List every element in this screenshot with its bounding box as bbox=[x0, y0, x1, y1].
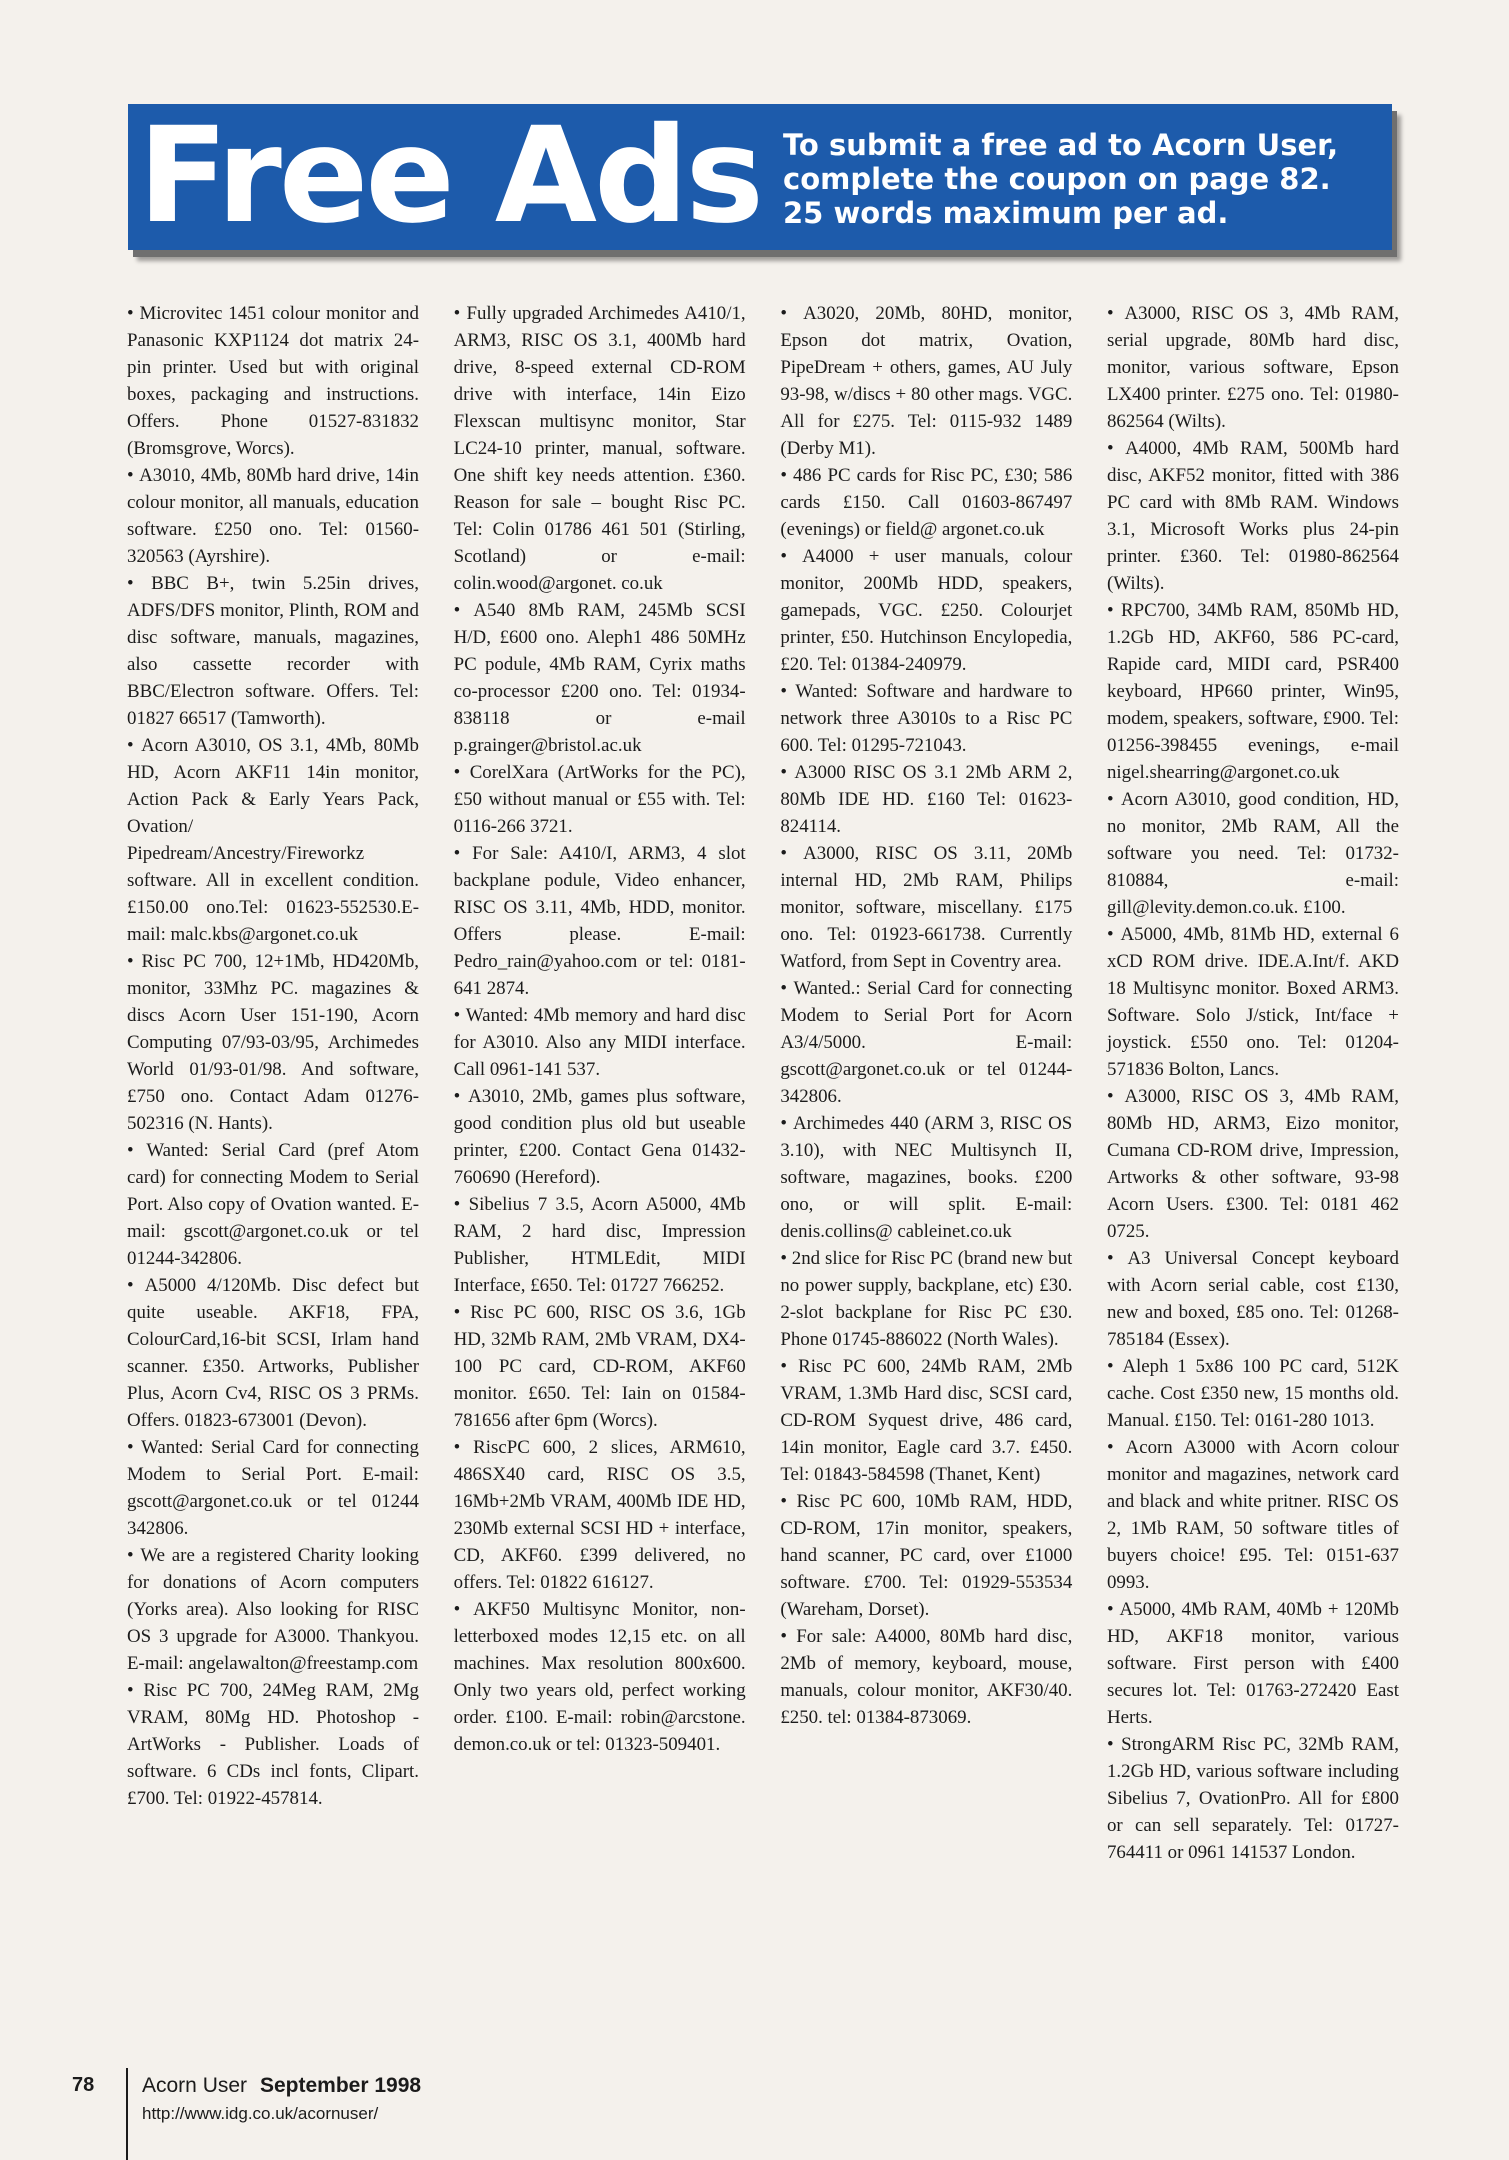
classified-ad: • A3010, 4Mb, 80Mb hard drive, 14in colour monitor, all manuals, education software. £250 ono. Tel: 01560-320563 (Ayrshire). bbox=[127, 462, 419, 570]
classified-ad: • A3010, 2Mb, games plus software, good condition plus old but useable printer, £200. Contact Gena 01432-760690 (Hereford). bbox=[454, 1083, 746, 1191]
banner-submission-info bbox=[783, 128, 1383, 230]
classified-ad: • Wanted: Serial Card for connecting Modem to Serial Port. E-mail: gscott@argonet.co.uk or tel 01244 342806. bbox=[127, 1434, 419, 1542]
page-number: 78 bbox=[72, 2074, 95, 2096]
ads-column-2 bbox=[454, 300, 746, 2050]
classified-ad: • A3000, RISC OS 3.11, 20Mb internal HD, 2Mb RAM, Philips monitor, software, miscellany. £175 ono. Tel: 01923-661738. Currently Watford, from Sept in Coventry area. bbox=[780, 840, 1072, 975]
footer-divider bbox=[126, 2068, 128, 2160]
classified-ad: • Risc PC 700, 12+1Mb, HD420Mb, monitor, 33Mhz PC. magazines & discs Acorn User 151-190, Acorn Computing 07/93-03/95, Archimedes World 01/93-01/98. And software, £750 ono. Contact Adam 01276-502316 (N. Hants). bbox=[127, 948, 419, 1137]
classified-ad: • Acorn A3000 with Acorn colour monitor and magazines, network card and black and white pritner. RISC OS 2, 1Mb RAM, 50 software titles of buyers choice! £95. Tel: 0151-637 0993. bbox=[1107, 1434, 1399, 1596]
issue-date: September 1998 bbox=[260, 2074, 422, 2097]
classified-ad: • RiscPC 600, 2 slices, ARM610, 486SX40 card, RISC OS 3.5, 16Mb+2Mb VRAM, 400Mb IDE HD, 230Mb external SCSI HD + interface, CD, AKF60. £399 delivered, no offers. Tel: 01822 616127. bbox=[454, 1434, 746, 1596]
banner-info-line: 25 words maximum per ad. bbox=[783, 196, 1229, 230]
classified-ad: • Fully upgraded Archimedes A410/1, ARM3, RISC OS 3.1, 400Mb hard drive, 8-speed external CD-ROM drive with interface, 14in Eizo Flexscan multisync monitor, Star LC24-10 printer, manual, software. One shift key needs attention. £360. Reason for sale – bought Risc PC. Tel: Colin 01786 461 501 (Stirling, Scotland) or e-mail: colin.wood@argonet. co.uk bbox=[454, 300, 746, 597]
classified-ad: • Microvitec 1451 colour monitor and Panasonic KXP1124 dot matrix 24-pin printer. Used but with original boxes, packaging and instructions. Offers. Phone 01527-831832 (Bromsgrove, Worcs). bbox=[127, 300, 419, 462]
website-url: http://www.idg.co.uk/acornuser/ bbox=[142, 2104, 379, 2123]
classified-ad: • A5000, 4Mb RAM, 40Mb + 120Mb HD, AKF18 monitor, various software. First person with £400 secures lot. Tel: 01763-272420 East Herts. bbox=[1107, 1596, 1399, 1731]
classified-ad: • RPC700, 34Mb RAM, 850Mb HD, 1.2Gb HD, AKF60, 586 PC-card, Rapide card, MIDI card, PSR400 keyboard, HP660 printer, Win95, modem, speakers, software, £900. Tel: 01256-398455 evenings, e-mail nigel.shearring@argonet.co.uk bbox=[1107, 597, 1399, 786]
ads-columns bbox=[127, 300, 1399, 2050]
classified-ad: • AKF50 Multisync Monitor, non-letterboxed modes 12,15 etc. on all machines. Max resolution 800x600. Only two years old, perfect working order. £100. E-mail: robin@arcstone. demon.co.uk or tel: 01323-509401. bbox=[454, 1596, 746, 1758]
classified-ad: • A4000 + user manuals, colour monitor, 200Mb HDD, speakers, gamepads, VGC. £250. Colourjet printer, £50. Hutchinson Encylopedia, £20. Tel: 01384-240979. bbox=[780, 543, 1072, 678]
classified-ad: • We are a registered Charity looking for donations of Acorn computers (Yorks area). Also looking for RISC OS 3 upgrade for A3000. Thankyou. E-mail: angelawalton@freestamp.com bbox=[127, 1542, 419, 1677]
classified-ad: • For Sale: A410/I, ARM3, 4 slot backplane podule, Video enhancer, RISC OS 3.11, 4Mb, HDD, monitor. Offers please. E-mail: Pedro_rain@yahoo.com or tel: 0181-641 2874. bbox=[454, 840, 746, 1002]
classified-ad: • A5000, 4Mb, 81Mb HD, external 6 xCD ROM drive. IDE.A.Int/f. AKD 18 Multisync monitor. Boxed ARM3. Software. Solo J/stick, Int/face + joystick. £550 ono. Tel: 01204-571836 Bolton, Lancs. bbox=[1107, 921, 1399, 1083]
classified-ad: • A3 Universal Concept keyboard with Acorn serial cable, cost £130, new and boxed, £85 ono. Tel: 01268-785184 (Essex). bbox=[1107, 1245, 1399, 1353]
classified-ad: • A3020, 20Mb, 80HD, monitor, Epson dot matrix, Ovation, PipeDream + others, games, AU July 93-98, w/discs + 80 other mags. VGC. All for £275. Tel: 0115-932 1489 (Derby M1). bbox=[780, 300, 1072, 462]
ads-column-4 bbox=[1107, 300, 1399, 2050]
classified-ad: • StrongARM Risc PC, 32Mb RAM, 1.2Gb HD, various software including Sibelius 7, OvationPro. All for £800 or can sell separately. Tel: 01727-764411 or 0961 141537 London. bbox=[1107, 1731, 1399, 1866]
classified-ad: • Risc PC 600, 24Mb RAM, 2Mb VRAM, 1.3Mb Hard disc, SCSI card, CD-ROM Syquest drive, 486 card, 14in monitor, Eagle card 3.7. £450. Tel: 01843-584598 (Thanet, Kent) bbox=[780, 1353, 1072, 1488]
classified-ad: • Wanted: 4Mb memory and hard disc for A3010. Also any MIDI interface. Call 0961-141 537. bbox=[454, 1002, 746, 1083]
banner-info-line: complete the coupon on page 82. bbox=[783, 162, 1331, 196]
classified-ad: • 486 PC cards for Risc PC, £30; 586 cards £150. Call 01603-867497 (evenings) or field@ argonet.co.uk bbox=[780, 462, 1072, 543]
ads-column-3 bbox=[780, 300, 1072, 2050]
classified-ad: • Risc PC 600, RISC OS 3.6, 1Gb HD, 32Mb RAM, 2Mb VRAM, DX4-100 PC card, CD-ROM, AKF60 monitor. £650. Tel: Iain on 01584-781656 after 6pm (Worcs). bbox=[454, 1299, 746, 1434]
classified-ad: • A540 8Mb RAM, 245Mb SCSI H/D, £600 ono. Aleph1 486 50MHz PC podule, 4Mb RAM, Cyrix maths co-processor £200 ono. Tel: 01934-838118 or e-mail p.grainger@bristol.ac.uk bbox=[454, 597, 746, 759]
classified-ad: • Acorn A3010, OS 3.1, 4Mb, 80Mb HD, Acorn AKF11 14in monitor, Action Pack & Early Years Pack, Ovation/ Pipedream/Ancestry/Fireworkz software. All in excellent condition. £150.00 ono.Tel: 01623-552530.E-mail: malc.kbs@argonet.co.uk bbox=[127, 732, 419, 948]
banner-info-line: To submit a free ad to Acorn User, bbox=[783, 128, 1339, 162]
classified-ad: • Wanted: Software and hardware to network three A3010s to a Risc PC 600. Tel: 01295-721043. bbox=[780, 678, 1072, 759]
classified-ad: • Aleph 1 5x86 100 PC card, 512K cache. Cost £350 new, 15 months old. Manual. £150. Tel: 0161-280 1013. bbox=[1107, 1353, 1399, 1434]
classified-ad: • Acorn A3010, good condition, HD, no monitor, 2Mb RAM, All the software you need. Tel: 01732-810884, e-mail: gill@levity.demon.co.uk. £100. bbox=[1107, 786, 1399, 921]
classified-ad: • Wanted.: Serial Card for connecting Modem to Serial Port for Acorn A3/4/5000. E-mail: gscott@argonet.co.uk or tel 01244-342806. bbox=[780, 975, 1072, 1110]
classified-ad: • Archimedes 440 (ARM 3, RISC OS 3.10), with NEC Multisynch II, software, magazines, books. £200 ono, or will split. E-mail: denis.collins@ cableinet.co.uk bbox=[780, 1110, 1072, 1245]
classified-ad: • Wanted: Serial Card (pref Atom card) for connecting Modem to Serial Port. Also copy of Ovation wanted. E-mail: gscott@argonet.co.uk or tel 01244-342806. bbox=[127, 1137, 419, 1272]
banner-title: Free Ads bbox=[138, 99, 762, 253]
classified-ad: • Risc PC 600, 10Mb RAM, HDD, CD-ROM, 17in monitor, speakers, hand scanner, PC card, over £1000 software. £700. Tel: 01929-553534 (Wareham, Dorset). bbox=[780, 1488, 1072, 1623]
classified-ad: • BBC B+, twin 5.25in drives, ADFS/DFS monitor, Plinth, ROM and disc software, manuals, magazines, also cassette recorder with BBC/Electron software. Offers. Tel: 01827 66517 (Tamworth). bbox=[127, 570, 419, 732]
classified-ad: • A3000, RISC OS 3, 4Mb RAM, 80Mb HD, ARM3, Eizo monitor, Cumana CD-ROM drive, Impression, Artworks & other software, 93-98 Acorn Users. £300. Tel: 0181 462 0725. bbox=[1107, 1083, 1399, 1245]
classified-ad: • Sibelius 7 3.5, Acorn A5000, 4Mb RAM, 2 hard disc, Impression Publisher, HTMLEdit, MIDI Interface, £650. Tel: 01727 766252. bbox=[454, 1191, 746, 1299]
classified-ad: • Risc PC 700, 24Meg RAM, 2Mg VRAM, 80Mg HD. Photoshop - ArtWorks - Publisher. Loads of software. 6 CDs incl fonts, Clipart. £700. Tel: 01922-457814. bbox=[127, 1677, 419, 1812]
classified-ad: • 2nd slice for Risc PC (brand new but no power supply, backplane, etc) £30. 2-slot backplane for Risc PC £30. Phone 01745-886022 (North Wales). bbox=[780, 1245, 1072, 1353]
classified-ad: • A5000 4/120Mb. Disc defect but quite useable. AKF18, FPA, ColourCard,16-bit SCSI, Irlam hand scanner. £350. Artworks, Publisher Plus, Acorn Cv4, RISC OS 3 PRMs. Offers. 01823-673001 (Devon). bbox=[127, 1272, 419, 1434]
classified-ad: • A3000, RISC OS 3, 4Mb RAM, serial upgrade, 80Mb hard disc, monitor, various software, Epson LX400 printer. £275 ono. Tel: 01980-862564 (Wilts). bbox=[1107, 300, 1399, 435]
classified-ad: • For sale: A4000, 80Mb hard disc, 2Mb of memory, keyboard, mouse, manuals, colour monitor, AKF30/40. £250. tel: 01384-873069. bbox=[780, 1623, 1072, 1731]
ads-column-1 bbox=[127, 300, 419, 2050]
classified-ad: • A3000 RISC OS 3.1 2Mb ARM 2, 80Mb IDE HD. £160 Tel: 01623-824114. bbox=[780, 759, 1072, 840]
classified-ad: • A4000, 4Mb RAM, 500Mb hard disc, AKF52 monitor, fitted with 386 PC card with 8Mb RAM. Windows 3.1, Microsoft Works plus 24-pin printer. £360. Tel: 01980-862564 (Wilts). bbox=[1107, 435, 1399, 597]
magazine-name: Acorn User bbox=[142, 2074, 248, 2097]
classified-ad: • CorelXara (ArtWorks for the PC), £50 without manual or £55 with. Tel: 0116-266 3721. bbox=[454, 759, 746, 840]
free-ads-banner bbox=[128, 99, 1392, 253]
